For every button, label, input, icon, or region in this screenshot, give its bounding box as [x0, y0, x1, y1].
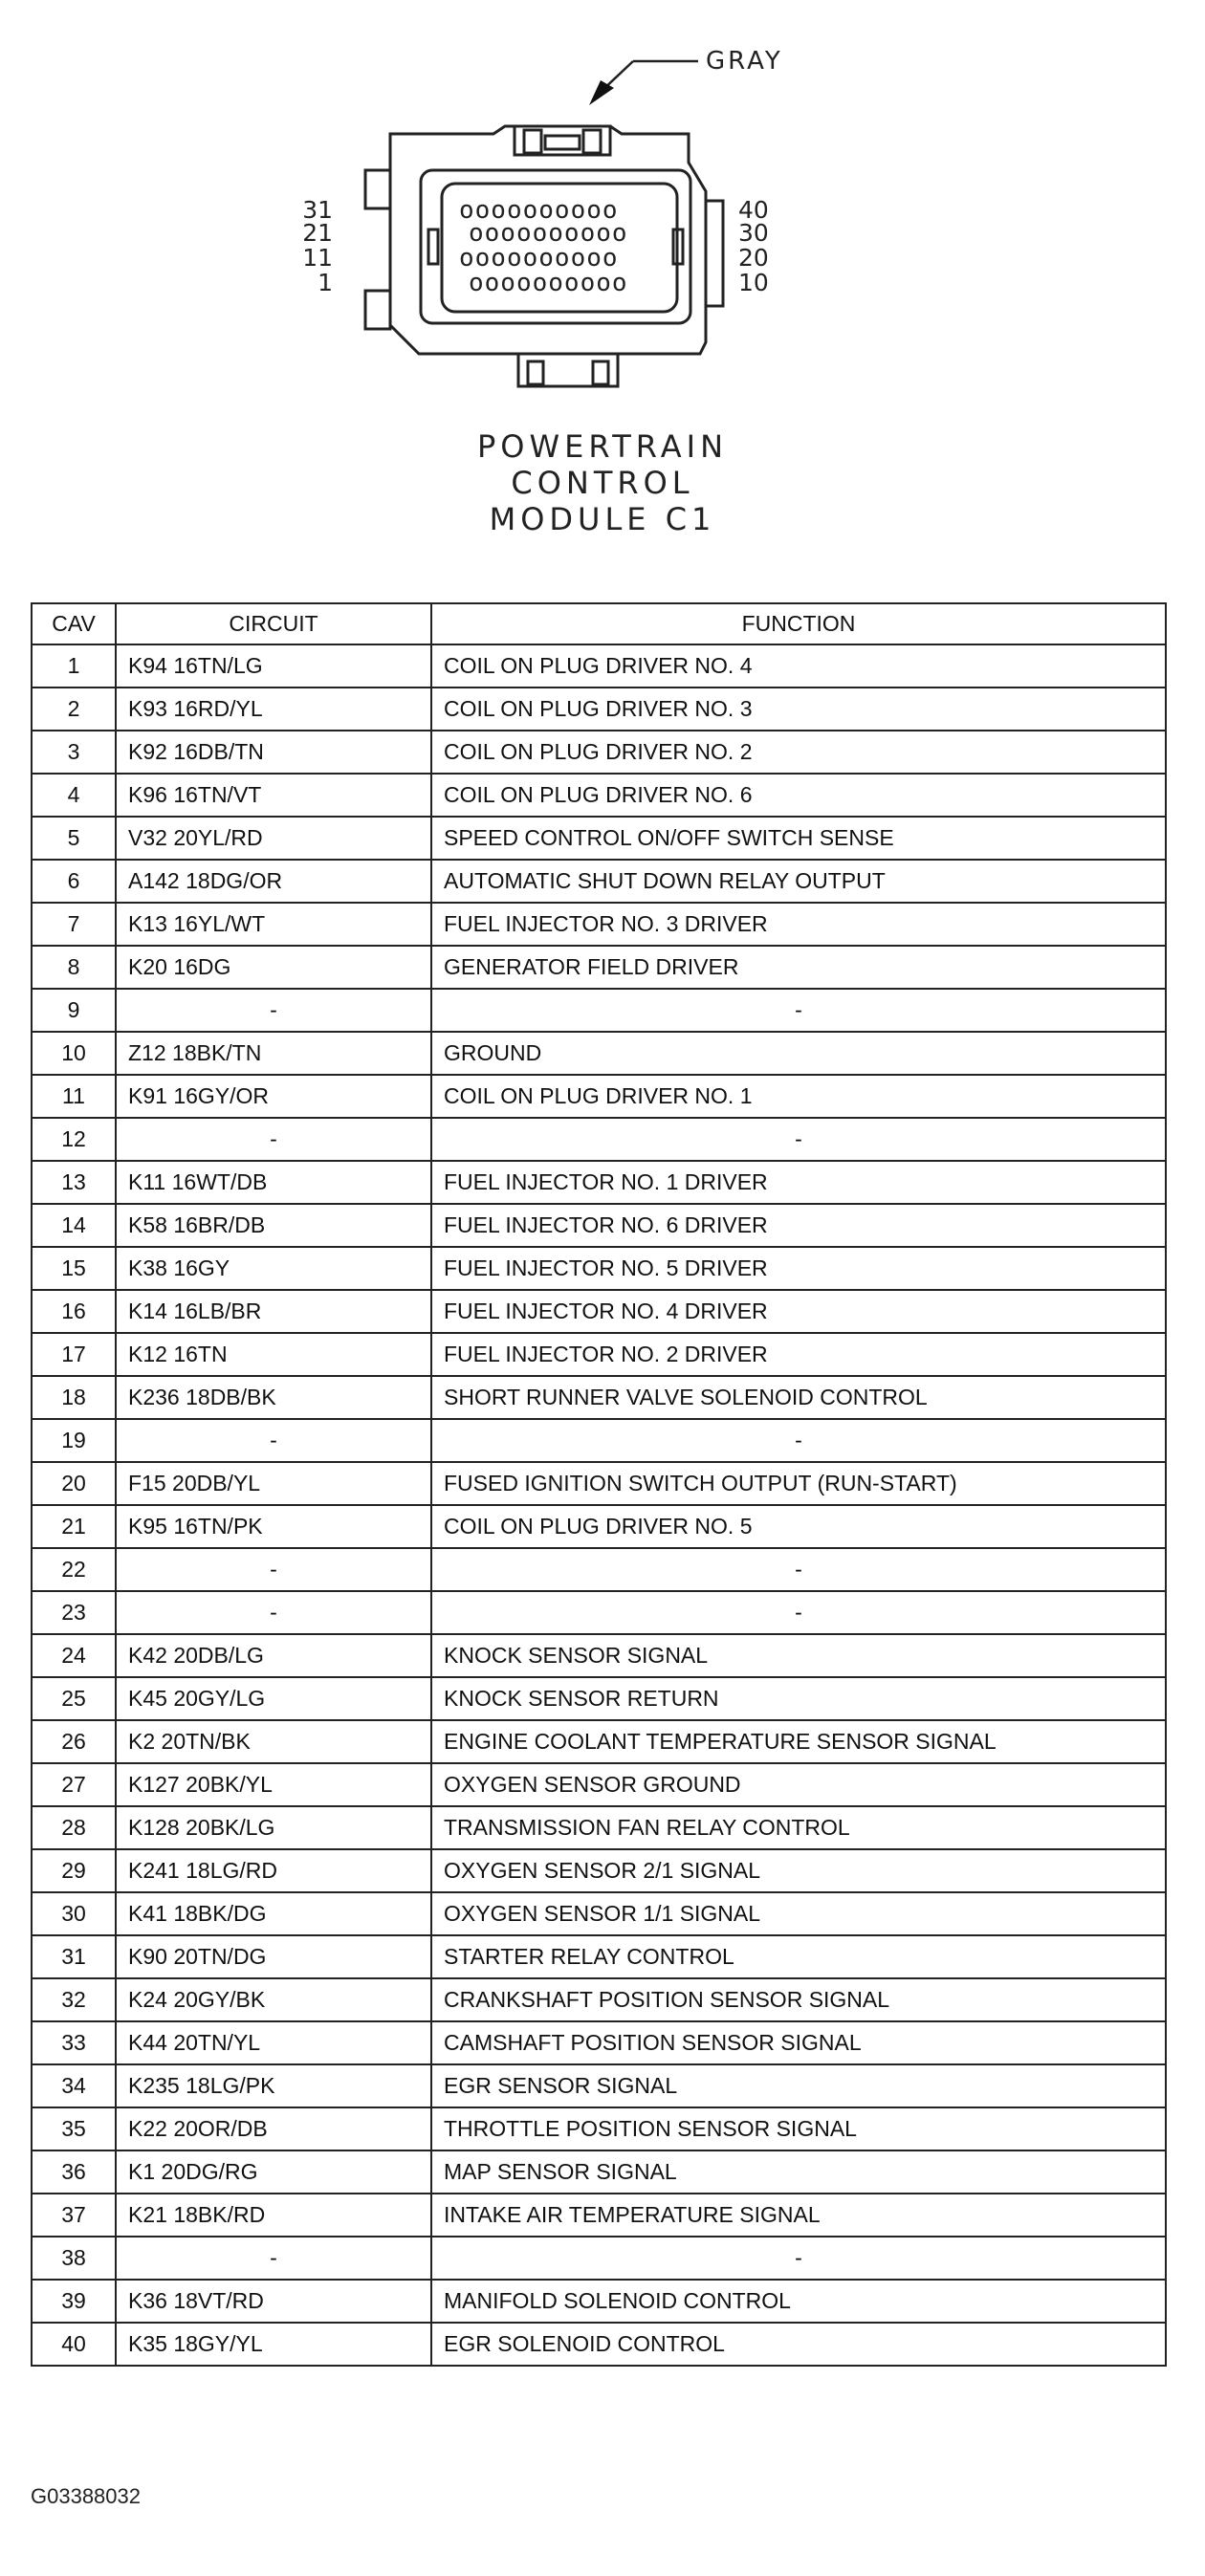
table-row: [32, 1849, 1166, 1892]
cell-circuit: -: [116, 2237, 431, 2280]
cell-function: CAMSHAFT POSITION SENSOR SIGNAL: [431, 2021, 1166, 2064]
pin-label-20: 20: [738, 244, 769, 272]
cell-cav: 35: [32, 2107, 116, 2150]
table-row: [32, 688, 1166, 731]
header-function: FUNCTION: [431, 603, 1166, 644]
cell-circuit: K92 16DB/TN: [116, 731, 431, 774]
cell-circuit: K21 18BK/RD: [116, 2194, 431, 2237]
cell-function: FUSED IGNITION SWITCH OUTPUT (RUN-START): [431, 1462, 1166, 1505]
table-row: [32, 2237, 1166, 2280]
cell-circuit: K58 16BR/DB: [116, 1204, 431, 1247]
cell-circuit: K95 16TN/PK: [116, 1505, 431, 1548]
table-row: [32, 946, 1166, 989]
cell-cav: 10: [32, 1032, 116, 1075]
table-row: [32, 774, 1166, 817]
cell-function: COIL ON PLUG DRIVER NO. 3: [431, 688, 1166, 731]
table-row: [32, 1548, 1166, 1591]
table-row: [32, 731, 1166, 774]
table-row: [32, 1720, 1166, 1763]
cell-cav: 23: [32, 1591, 116, 1634]
cell-function: -: [431, 1591, 1166, 1634]
cell-function: FUEL INJECTOR NO. 1 DRIVER: [431, 1161, 1166, 1204]
cell-function: SPEED CONTROL ON/OFF SWITCH SENSE: [431, 817, 1166, 860]
cell-circuit: K236 18DB/BK: [116, 1376, 431, 1419]
table-row: [32, 2150, 1166, 2194]
table-body: [32, 644, 1166, 2366]
cell-function: SHORT RUNNER VALVE SOLENOID CONTROL: [431, 1376, 1166, 1419]
cell-circuit: K12 16TN: [116, 1333, 431, 1376]
cell-function: COIL ON PLUG DRIVER NO. 1: [431, 1075, 1166, 1118]
table-row: [32, 1505, 1166, 1548]
table-row: [32, 817, 1166, 860]
cell-function: OXYGEN SENSOR 1/1 SIGNAL: [431, 1892, 1166, 1935]
cell-function: AUTOMATIC SHUT DOWN RELAY OUTPUT: [431, 860, 1166, 903]
cell-cav: 30: [32, 1892, 116, 1935]
table-row: [32, 1333, 1166, 1376]
title-line-1: POWERTRAIN: [477, 428, 728, 465]
cell-circuit: K42 20DB/LG: [116, 1634, 431, 1677]
cell-circuit: K13 16YL/WT: [116, 903, 431, 946]
cell-cav: 13: [32, 1161, 116, 1204]
cell-circuit: K128 20BK/LG: [116, 1806, 431, 1849]
cell-cav: 15: [32, 1247, 116, 1290]
cell-cav: 39: [32, 2280, 116, 2323]
cell-circuit: K1 20DG/RG: [116, 2150, 431, 2194]
table-row: [32, 1204, 1166, 1247]
cell-cav: 2: [32, 688, 116, 731]
table-row: [32, 1763, 1166, 1806]
cell-cav: 8: [32, 946, 116, 989]
cell-cav: 19: [32, 1419, 116, 1462]
cell-circuit: K93 16RD/YL: [116, 688, 431, 731]
cell-circuit: K24 20GY/BK: [116, 1978, 431, 2021]
cell-cav: 27: [32, 1763, 116, 1806]
connector-right-rib: [706, 201, 723, 306]
cell-cav: 32: [32, 1978, 116, 2021]
cell-function: THROTTLE POSITION SENSOR SIGNAL: [431, 2107, 1166, 2150]
cell-function: COIL ON PLUG DRIVER NO. 4: [431, 644, 1166, 688]
cell-cav: 34: [32, 2064, 116, 2107]
cell-cav: 1: [32, 644, 116, 688]
table-row: [32, 2107, 1166, 2150]
cell-cav: 36: [32, 2150, 116, 2194]
cell-circuit: K96 16TN/VT: [116, 774, 431, 817]
connector-title: [0, 428, 1205, 537]
cell-cav: 31: [32, 1935, 116, 1978]
cell-circuit: -: [116, 1591, 431, 1634]
pinout-table: [31, 602, 1167, 2367]
cell-function: FUEL INJECTOR NO. 6 DRIVER: [431, 1204, 1166, 1247]
table-row: [32, 860, 1166, 903]
table-row: [32, 1892, 1166, 1935]
cell-circuit: K90 20TN/DG: [116, 1935, 431, 1978]
cell-circuit: -: [116, 989, 431, 1032]
pin-label-11: 11: [302, 244, 333, 272]
table-row: [32, 1075, 1166, 1118]
cell-circuit: A142 18DG/OR: [116, 860, 431, 903]
table-row: [32, 1677, 1166, 1720]
title-line-2: CONTROL: [511, 465, 694, 501]
header-cav: CAV: [32, 603, 116, 644]
cell-function: FUEL INJECTOR NO. 2 DRIVER: [431, 1333, 1166, 1376]
cell-circuit: V32 20YL/RD: [116, 817, 431, 860]
table-row: [32, 1161, 1166, 1204]
cell-circuit: K20 16DG: [116, 946, 431, 989]
connector-diagram: [277, 38, 783, 402]
cell-function: MANIFOLD SOLENOID CONTROL: [431, 2280, 1166, 2323]
pin-row-31-40: oooooooooo: [459, 196, 619, 225]
cell-function: FUEL INJECTOR NO. 4 DRIVER: [431, 1290, 1166, 1333]
cell-function: -: [431, 1548, 1166, 1591]
cell-function: -: [431, 989, 1166, 1032]
cell-function: EGR SENSOR SIGNAL: [431, 2064, 1166, 2107]
cell-cav: 38: [32, 2237, 116, 2280]
cell-function: KNOCK SENSOR SIGNAL: [431, 1634, 1166, 1677]
cell-function: FUEL INJECTOR NO. 5 DRIVER: [431, 1247, 1166, 1290]
cell-function: FUEL INJECTOR NO. 3 DRIVER: [431, 903, 1166, 946]
cell-cav: 29: [32, 1849, 116, 1892]
cell-function: COIL ON PLUG DRIVER NO. 2: [431, 731, 1166, 774]
cell-circuit: -: [116, 1118, 431, 1161]
cell-circuit: K45 20GY/LG: [116, 1677, 431, 1720]
table-row: [32, 1032, 1166, 1075]
cell-cav: 37: [32, 2194, 116, 2237]
cell-circuit: -: [116, 1548, 431, 1591]
cell-circuit: K11 16WT/DB: [116, 1161, 431, 1204]
table-row: [32, 1290, 1166, 1333]
connector-left-rib: [365, 170, 390, 208]
cell-function: EGR SOLENOID CONTROL: [431, 2323, 1166, 2366]
table-row: [32, 903, 1166, 946]
cell-function: COIL ON PLUG DRIVER NO. 6: [431, 774, 1166, 817]
cell-circuit: K44 20TN/YL: [116, 2021, 431, 2064]
cell-function: OXYGEN SENSOR GROUND: [431, 1763, 1166, 1806]
table-row: [32, 1376, 1166, 1419]
connector-color-label: GRAY: [706, 47, 783, 76]
cell-function: GROUND: [431, 1032, 1166, 1075]
cell-circuit: K94 16TN/LG: [116, 644, 431, 688]
cell-function: STARTER RELAY CONTROL: [431, 1935, 1166, 1978]
gray-pointer-arrow: [589, 61, 698, 105]
cell-cav: 28: [32, 1806, 116, 1849]
table-header-row: [32, 603, 1166, 644]
table-row: [32, 1978, 1166, 2021]
cell-cav: 21: [32, 1505, 116, 1548]
cell-cav: 14: [32, 1204, 116, 1247]
cell-cav: 20: [32, 1462, 116, 1505]
pin-label-1: 1: [318, 269, 333, 296]
cell-function: -: [431, 1419, 1166, 1462]
cell-cav: 6: [32, 860, 116, 903]
cell-function: COIL ON PLUG DRIVER NO. 5: [431, 1505, 1166, 1548]
table-row: [32, 1634, 1166, 1677]
table-row: [32, 2194, 1166, 2237]
cell-cav: 17: [32, 1333, 116, 1376]
pin-label-40: 40: [738, 196, 769, 224]
cell-circuit: F15 20DB/YL: [116, 1462, 431, 1505]
cell-cav: 33: [32, 2021, 116, 2064]
cell-cav: 22: [32, 1548, 116, 1591]
cell-cav: 26: [32, 1720, 116, 1763]
cell-circuit: K91 16GY/OR: [116, 1075, 431, 1118]
cell-function: OXYGEN SENSOR 2/1 SIGNAL: [431, 1849, 1166, 1892]
table-row: [32, 2064, 1166, 2107]
cell-cav: 16: [32, 1290, 116, 1333]
table-row: [32, 2280, 1166, 2323]
table-row: [32, 1247, 1166, 1290]
pin-label-10: 10: [738, 269, 769, 296]
pin-row-11-20: oooooooooo: [459, 244, 619, 273]
table-row: [32, 1118, 1166, 1161]
header-circuit: CIRCUIT: [116, 603, 431, 644]
cell-cav: 25: [32, 1677, 116, 1720]
cell-cav: 18: [32, 1376, 116, 1419]
cell-function: CRANKSHAFT POSITION SENSOR SIGNAL: [431, 1978, 1166, 2021]
pin-label-31: 31: [302, 196, 333, 224]
cell-circuit: K22 20OR/DB: [116, 2107, 431, 2150]
table-row: [32, 644, 1166, 688]
cell-cav: 4: [32, 774, 116, 817]
cell-function: TRANSMISSION FAN RELAY CONTROL: [431, 1806, 1166, 1849]
cell-function: KNOCK SENSOR RETURN: [431, 1677, 1166, 1720]
cell-circuit: K36 18VT/RD: [116, 2280, 431, 2323]
cell-circuit: K127 20BK/YL: [116, 1763, 431, 1806]
table-row: [32, 1462, 1166, 1505]
cell-cav: 9: [32, 989, 116, 1032]
cell-function: MAP SENSOR SIGNAL: [431, 2150, 1166, 2194]
cell-function: INTAKE AIR TEMPERATURE SIGNAL: [431, 2194, 1166, 2237]
cell-circuit: K14 16LB/BR: [116, 1290, 431, 1333]
table-row: [32, 1806, 1166, 1849]
pin-label-21: 21: [302, 219, 333, 247]
cell-cav: 5: [32, 817, 116, 860]
cell-function: GENERATOR FIELD DRIVER: [431, 946, 1166, 989]
connector-bottom-latch: [518, 354, 618, 386]
cell-function: -: [431, 1118, 1166, 1161]
table-row: [32, 1591, 1166, 1634]
cell-function: ENGINE COOLANT TEMPERATURE SENSOR SIGNAL: [431, 1720, 1166, 1763]
cell-cav: 40: [32, 2323, 116, 2366]
figure-id: G03388032: [31, 2484, 141, 2508]
cell-circuit: K38 16GY: [116, 1247, 431, 1290]
cell-cav: 11: [32, 1075, 116, 1118]
cell-circuit: K41 18BK/DG: [116, 1892, 431, 1935]
cell-cav: 3: [32, 731, 116, 774]
cell-circuit: K35 18GY/YL: [116, 2323, 431, 2366]
cell-circuit: -: [116, 1419, 431, 1462]
cell-function: -: [431, 2237, 1166, 2280]
table-row: [32, 2323, 1166, 2366]
pin-row-1-10: oooooooooo: [469, 269, 628, 297]
table-row: [32, 2021, 1166, 2064]
cell-circuit: K241 18LG/RD: [116, 1849, 431, 1892]
pin-row-21-30: oooooooooo: [469, 219, 628, 248]
table-row: [32, 1419, 1166, 1462]
cell-cav: 24: [32, 1634, 116, 1677]
cell-circuit: Z12 18BK/TN: [116, 1032, 431, 1075]
cell-circuit: K2 20TN/BK: [116, 1720, 431, 1763]
cell-cav: 12: [32, 1118, 116, 1161]
title-line-3: MODULE C1: [489, 501, 716, 537]
cell-circuit: K235 18LG/PK: [116, 2064, 431, 2107]
pin-label-30: 30: [738, 219, 769, 247]
cell-cav: 7: [32, 903, 116, 946]
table-row: [32, 1935, 1166, 1978]
table-row: [32, 989, 1166, 1032]
